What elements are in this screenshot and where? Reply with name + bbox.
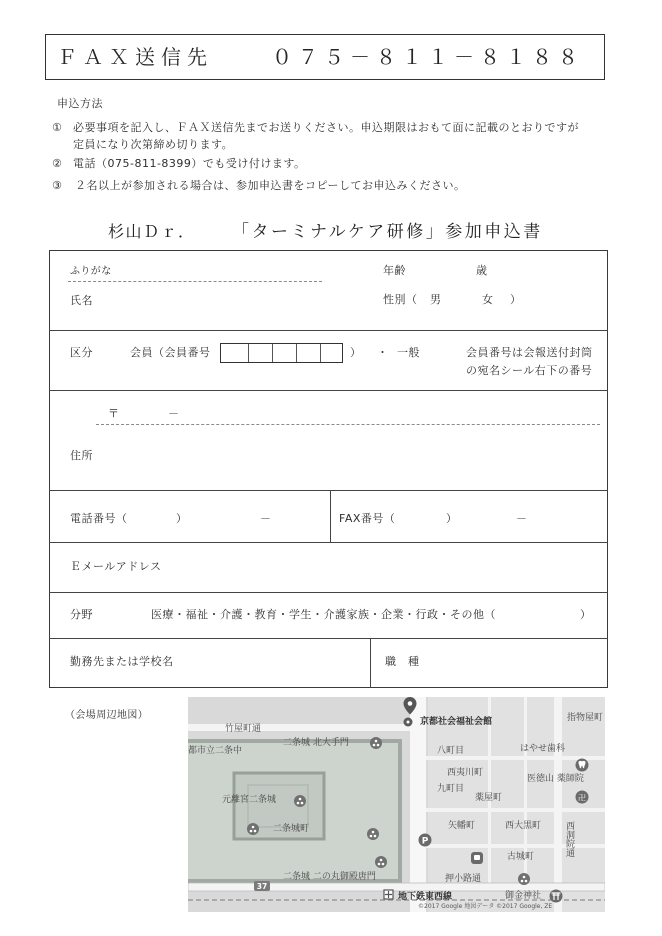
road-nishinotoin xyxy=(554,697,562,912)
row-divider xyxy=(49,490,608,491)
landmark-dot xyxy=(373,744,376,747)
member-note: 会員番号は会報送付封筒 xyxy=(466,346,593,359)
map-label-nishiebisugawacho: 西夷川町 xyxy=(447,768,484,778)
fax-dash: － xyxy=(516,512,528,525)
landmark-dot xyxy=(372,831,375,834)
landmark-dot xyxy=(378,863,381,866)
landmark-circle xyxy=(247,823,259,835)
station-icon xyxy=(384,890,393,899)
general-label: 一般 xyxy=(397,346,420,359)
landmark-dot xyxy=(301,802,304,805)
route-number: 37 xyxy=(256,882,268,891)
route-shield-icon xyxy=(254,881,270,891)
parking-icon xyxy=(419,834,432,847)
map-label-tozai-line: 地下鉄東西線 xyxy=(398,892,453,902)
member-number-cell-divider xyxy=(248,344,249,362)
landmark-circle xyxy=(370,737,382,749)
landmark-icon xyxy=(370,737,382,749)
map-label-yahatacho: 矢幡町 xyxy=(448,821,476,831)
member-label: 会員（会員番号 xyxy=(130,346,211,359)
category-label: 区分 xyxy=(70,346,93,359)
job-label: 職 種 xyxy=(385,655,420,668)
map-caption: （会場周辺地図） xyxy=(65,710,149,721)
form-title: 「ターミナルケア研修」参加申込書 xyxy=(232,222,543,242)
map-label-karamon: 二条城 二の丸御殿唐門 xyxy=(283,872,376,882)
instruction-text: 必要事項を記入し、ＦＡＸ送信先までお送りください。申込期限はおもて面に記載のとおりですが xyxy=(73,121,579,134)
member-number-boxes xyxy=(220,343,343,363)
instruction-text: 定員になり次第締め切ります。 xyxy=(73,138,234,151)
postal-dash: － xyxy=(168,407,180,420)
fax-label: FAX番号（ xyxy=(339,512,396,525)
phone-dash: － xyxy=(260,512,272,525)
landmark-icon xyxy=(294,795,306,807)
landmark-circle xyxy=(375,856,387,868)
field-label: 分野 xyxy=(70,608,93,621)
landmark-dot xyxy=(252,826,255,829)
workplace-label: 勤務先または学校名 xyxy=(70,655,174,668)
map-label-yakushiin: 医徳山 薬師院 xyxy=(527,774,584,784)
gender-close-paren: ） xyxy=(510,293,522,306)
row-divider xyxy=(49,390,608,391)
member-number-cell-divider xyxy=(296,344,297,362)
gender-male: 男 xyxy=(430,293,442,306)
gender-female: 女 xyxy=(482,293,494,306)
map-label-junior-high: 都市立二条中 xyxy=(188,746,243,756)
column-divider xyxy=(370,638,371,688)
landmark-dot xyxy=(374,835,377,838)
instruction-marker: ② xyxy=(52,157,63,170)
column-divider xyxy=(330,490,331,542)
landmark-dot xyxy=(521,880,524,883)
landmark-dot xyxy=(370,835,373,838)
instructions-heading: 申込方法 xyxy=(57,97,103,110)
parking-symbol: P xyxy=(421,836,429,847)
temple-icon xyxy=(576,791,589,804)
age-label: 年齢 xyxy=(383,264,406,277)
map-label-nishinotoin-dori: 西洞院通 xyxy=(564,821,574,857)
age-unit: 歳 xyxy=(476,264,488,277)
road-oike xyxy=(188,883,605,891)
map-label-venue: 京都社会福祉会館 xyxy=(420,717,493,727)
venue-marker-dot xyxy=(407,721,410,724)
category-separator: ・ xyxy=(377,346,389,359)
road-minor xyxy=(426,844,605,848)
map-label-mikane-jinja: 御金神社 xyxy=(505,891,542,901)
subway-train xyxy=(474,855,480,860)
instruction-text: 電話（075-811-8399）でも受け付けます。 xyxy=(73,157,306,170)
postal-mark: 〒 xyxy=(108,407,120,420)
landmark-dot xyxy=(250,830,253,833)
phone-close-paren: ） xyxy=(176,512,188,525)
subway-icon xyxy=(471,852,483,864)
landmark-dot xyxy=(299,798,302,801)
email-label: Ｅメールアドレス xyxy=(70,560,162,573)
member-note: の宛名シール右下の番号 xyxy=(466,364,593,377)
landmark-dot xyxy=(254,830,257,833)
landmark-circle xyxy=(518,873,530,885)
member-number-cell-divider xyxy=(320,344,321,362)
row-divider xyxy=(49,592,608,593)
landmark-dot xyxy=(382,863,385,866)
landmark-icon xyxy=(247,823,259,835)
road-minor xyxy=(426,808,605,812)
map-label-kusuriyacho: 薬屋町 xyxy=(475,793,503,803)
fax-close-paren: ） xyxy=(446,512,458,525)
map-label-oshikoji-dori: 押小路通 xyxy=(445,874,482,884)
map-label-nijo-castle: 元離宮二条城 xyxy=(222,795,277,805)
landmark-icon xyxy=(367,828,379,840)
landmark-dot xyxy=(297,802,300,805)
application-form-table xyxy=(49,250,608,688)
instruction-text: ２名以上が参加される場合は、参加申込書をコピーしてお申込みください。 xyxy=(75,179,466,192)
field-options: 医療・福祉・介護・教育・学生・介護家族・企業・行政・その他（ xyxy=(151,608,496,621)
road-horikawa xyxy=(410,697,426,912)
map-label-kita-otemon: 二条城 北大手門 xyxy=(283,738,349,748)
map-copyright: ©2017 Google 地図データ ©2017 Google, ZE xyxy=(418,903,553,910)
form-title-lecturer: 杉山Ｄｒ． xyxy=(108,222,196,241)
dental-icon xyxy=(576,759,589,772)
landmark-dot xyxy=(380,859,383,862)
venue-area-map xyxy=(188,697,605,912)
address-label: 住所 xyxy=(70,449,93,462)
landmark-icon xyxy=(375,856,387,868)
phone-label: 電話番号（ xyxy=(70,512,128,525)
furigana-underline xyxy=(68,281,322,282)
member-number-cell-divider xyxy=(272,344,273,362)
member-close-paren: ） xyxy=(350,346,362,359)
map-label-nijojocho: 二条城町 xyxy=(273,824,310,834)
landmark-icon xyxy=(518,873,530,885)
map-label-nishidaikokucho: 西大黒町 xyxy=(505,821,542,831)
row-divider xyxy=(49,330,608,331)
instruction-marker: ③ xyxy=(52,179,63,192)
row-divider xyxy=(49,638,608,639)
venue-marker-icon xyxy=(404,718,413,727)
map-label-hacchome: 八町目 xyxy=(437,746,465,756)
gender-label: 性別（ xyxy=(383,293,418,306)
landmark-dot xyxy=(377,744,380,747)
temple-symbol: 卍 xyxy=(578,793,586,803)
shrine-icon xyxy=(550,890,563,903)
fax-number: ０７５－８１１－８１８８ xyxy=(272,45,584,69)
map-label-hayase-dental: はやせ歯科 xyxy=(520,744,566,754)
field-close-paren: ） xyxy=(580,608,592,621)
landmark-dot xyxy=(375,740,378,743)
pin-dot xyxy=(408,701,413,706)
landmark-dot xyxy=(523,876,526,879)
fax-destination-label: ＦＡＸ送信先 xyxy=(57,45,213,69)
map-label-takeyamachi-dori: 竹屋町通 xyxy=(225,724,262,734)
map-label-kuchome: 九町目 xyxy=(437,784,465,794)
map-label-kojocho: 古城町 xyxy=(507,852,535,862)
shrine-circle xyxy=(550,890,563,903)
landmark-dot xyxy=(525,880,528,883)
landmark-circle xyxy=(367,828,379,840)
address-line xyxy=(96,424,600,425)
instruction-marker: ① xyxy=(52,121,63,134)
map-label-sashimonoyacho: 指物屋町 xyxy=(567,713,604,723)
furigana-label: ふりがな xyxy=(70,266,112,277)
row-divider xyxy=(49,542,608,543)
landmark-circle xyxy=(294,795,306,807)
name-label: 氏名 xyxy=(70,294,93,307)
road-takeyamachi xyxy=(188,724,414,731)
